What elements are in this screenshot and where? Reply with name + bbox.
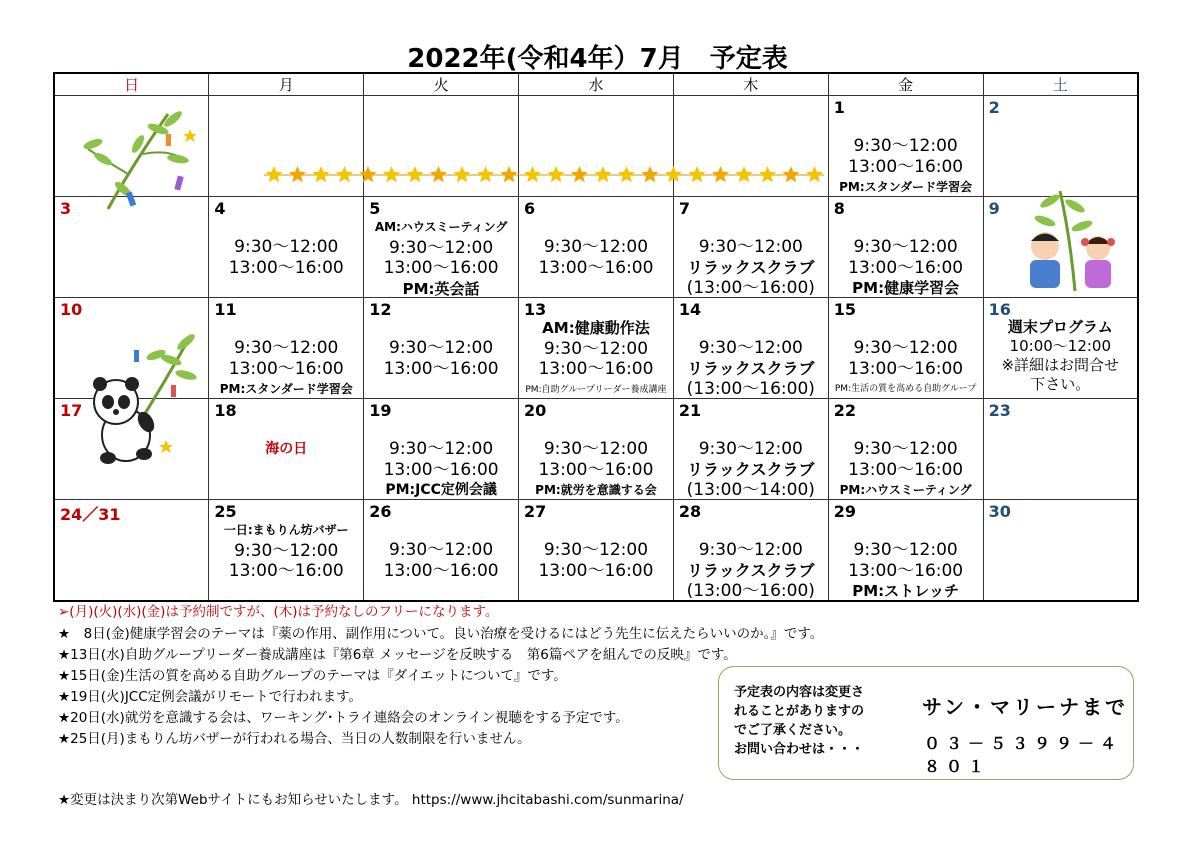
- pm-time: 13:00～16:00: [848, 257, 964, 278]
- day-number: 21: [678, 401, 702, 420]
- day-number: 23: [988, 401, 1011, 420]
- star-icon: [336, 166, 353, 182]
- day-number: 7: [678, 199, 691, 218]
- week-row: [54, 399, 1138, 500]
- event-note: リラックスクラブ: [687, 257, 815, 277]
- week-row: [54, 500, 1138, 602]
- event-note: PM:ストレッチ: [852, 582, 960, 600]
- weekday-thu: 木: [673, 73, 828, 96]
- pm-time: 13:00～16:00: [848, 156, 964, 177]
- weekday-tue: 火: [364, 73, 519, 96]
- day-number: 18: [214, 401, 237, 420]
- am-time: 9:30～12:00: [234, 237, 339, 257]
- weekday-sun: 日: [54, 73, 209, 96]
- day-number: 5: [369, 199, 381, 218]
- day-number: 4: [214, 199, 226, 218]
- star-icon: [618, 166, 635, 182]
- tanabata-bamboo-illustration: [78, 104, 196, 214]
- am-time: 9:30～12:00: [698, 439, 803, 459]
- star-icon: [312, 166, 329, 182]
- star-icon: [641, 166, 658, 182]
- event-time: (13:00～16:00): [686, 581, 815, 601]
- am-time: 9:30～12:00: [543, 439, 649, 459]
- event-note: 週末プログラム: [1007, 318, 1113, 336]
- am-time: 9:30～12:00: [853, 540, 958, 560]
- am-time: 9:30～12:00: [543, 540, 649, 560]
- day-cell-30: [983, 500, 1138, 602]
- pm-time: 13:00～16:00: [848, 358, 964, 379]
- day-number: 27: [524, 502, 547, 521]
- day-cell-29: [828, 500, 983, 602]
- day-cell-19: [364, 399, 519, 500]
- am-time: 9:30～12:00: [853, 338, 958, 358]
- event-note: リラックスクラブ: [687, 358, 815, 378]
- weekday-mon: 月: [209, 73, 364, 96]
- star-icon: [806, 166, 823, 182]
- children-tanabata-illustration: [1000, 186, 1130, 294]
- day-number: 10: [60, 300, 83, 319]
- pm-time: 13:00～16:00: [383, 560, 499, 581]
- pm-time: 13:00～16:00: [228, 257, 344, 278]
- am-time: 9:30～12:00: [853, 136, 958, 156]
- event-time: (13:00～16:00): [686, 278, 815, 298]
- pm-time: 13:00～16:00: [848, 459, 964, 480]
- day-number: 26: [369, 502, 392, 521]
- am-time: 9:30～12:00: [853, 237, 958, 257]
- day-number: 8: [833, 199, 845, 218]
- weekday-header-row: [54, 73, 1138, 96]
- am-time: 9:30～12:00: [389, 540, 494, 560]
- day-cell-8: [828, 197, 983, 298]
- day-cell-20: [519, 399, 674, 500]
- holiday-label: 海の日: [265, 441, 308, 457]
- star-icon: [735, 166, 752, 182]
- weekday-fri: 金: [828, 73, 983, 96]
- day-cell-27: [519, 500, 674, 602]
- day-number: 19: [369, 401, 392, 420]
- star-icon: [265, 166, 282, 182]
- star-icon: [453, 166, 470, 182]
- day-cell-23: [983, 399, 1138, 500]
- star-icon: [289, 166, 306, 182]
- event-note: PM:ハウスミーティング: [839, 483, 972, 497]
- day-cell-14: [673, 298, 828, 399]
- event-note: PM:自助グループリーダー養成講座: [525, 384, 667, 395]
- star-icon: [665, 166, 682, 182]
- day-cell-26: [364, 500, 519, 602]
- day-cell-16: [983, 298, 1138, 399]
- event-time: (13:00～14:00): [686, 480, 815, 500]
- event-note: PM:生活の質を高める自助グループ: [834, 384, 977, 394]
- day-number: 14: [678, 300, 702, 319]
- event-note: PM:スタンダード学習会: [839, 180, 973, 194]
- event-time: (13:00～16:00): [686, 379, 815, 399]
- event-note: リラックスクラブ: [687, 459, 815, 479]
- event-note: PM:就労を意識する会: [535, 483, 657, 497]
- day-number: 25: [214, 502, 237, 521]
- day-cell-11: [209, 298, 364, 399]
- pm-time: 13:00～16:00: [228, 561, 344, 581]
- day-number: 3: [60, 199, 72, 218]
- am-time: 9:30～12:00: [543, 338, 649, 359]
- event-time: 10:00～12:00: [1009, 337, 1112, 355]
- contact-name: サン・マリーナまで: [922, 695, 1128, 719]
- pm-time: 13:00～16:00: [228, 358, 344, 379]
- day-cell-4: [209, 197, 364, 298]
- event-note: リラックスクラブ: [687, 560, 815, 580]
- day-number: 9: [988, 199, 1000, 218]
- am-time: 9:30～12:00: [853, 439, 958, 459]
- day-cell-21: [673, 399, 828, 500]
- star-icon: [359, 166, 376, 182]
- pm-time: 13:00～16:00: [848, 560, 964, 581]
- star-icon: [500, 166, 517, 182]
- star-icon: [547, 166, 564, 182]
- star-icon: [712, 166, 729, 182]
- am-time: 9:30～12:00: [389, 237, 494, 258]
- contact-message-line: でご了承ください。: [734, 723, 852, 738]
- star-icon: [477, 166, 494, 182]
- note-line: ★19日(火)JCC定例会議がリモートで行われます。: [58, 689, 363, 705]
- event-note: 一日:まもりん坊バザー: [223, 523, 349, 537]
- am-time: 9:30～12:00: [543, 237, 649, 257]
- event-note: PM:英会話: [402, 279, 480, 298]
- day-cell-12: [364, 298, 519, 399]
- day-number: 24／31: [60, 505, 121, 524]
- page-title: 2022年(令和4年）7月 予定表: [407, 44, 788, 74]
- note-line: ★ 8日(金)健康学習会のテーマは『薬の作用、副作用について。良い治療を受けるにはどう先生に伝えたらいいのか。』です。: [58, 626, 824, 642]
- week-row: [54, 197, 1138, 298]
- day-number: 20: [524, 401, 547, 420]
- weekday-wed: 水: [519, 73, 674, 96]
- contact-box: [718, 666, 1134, 780]
- note-line: ★13日(水)自助グループリーダー養成講座は『第6章 メッセージを反映する 第6篇ペアを組んでの反映』です。: [58, 647, 737, 663]
- star-icon: [383, 166, 400, 182]
- day-number: 30: [988, 502, 1011, 521]
- day-number: 22: [833, 401, 856, 420]
- day-cell-5: [364, 197, 519, 298]
- contact-message-line: お問い合わせは・・・: [734, 742, 865, 757]
- event-note: PM:JCC定例会議: [385, 482, 497, 498]
- star-icon: [759, 166, 776, 182]
- am-time: 9:30～12:00: [389, 338, 494, 358]
- day-number: 16: [988, 300, 1011, 319]
- day-number: 1: [833, 98, 845, 117]
- day-number: 29: [833, 502, 856, 521]
- event-note: AM:健康動作法: [542, 319, 650, 337]
- day-cell-18: [209, 399, 364, 500]
- event-note: PM:健康学習会: [852, 279, 960, 297]
- pm-time: 13:00～16:00: [538, 257, 654, 278]
- day-cell-7: [673, 197, 828, 298]
- day-cell-6: [519, 197, 674, 298]
- star-icon: [782, 166, 799, 182]
- star-garland-illustration: [264, 163, 824, 187]
- star-icon: [524, 166, 541, 182]
- contact-phone: ０３－５３９９－４８０１: [924, 734, 1123, 776]
- note-line: ★20日(水)就労を意識する会は、ワーキング･トライ連絡会のオンライン視聴をする予定です。: [58, 710, 629, 726]
- day-number: 28: [678, 502, 702, 521]
- am-time: 9:30～12:00: [698, 338, 803, 358]
- day-number: 12: [369, 300, 392, 319]
- day-cell-13: [519, 298, 674, 399]
- event-note: 下さい。: [1030, 375, 1091, 393]
- day-number: 2: [988, 98, 1000, 117]
- star-icon: [406, 166, 423, 182]
- contact-message-line: 予定表の内容は変更さ: [734, 685, 865, 700]
- pm-time: 13:00～16:00: [383, 459, 499, 480]
- am-time: 9:30～12:00: [389, 439, 494, 459]
- star-icon: [688, 166, 705, 182]
- panda-tanabata-illustration: [86, 330, 206, 470]
- am-time: 9:30～12:00: [698, 540, 803, 560]
- am-time: 9:30～12:00: [234, 338, 339, 358]
- reservation-note: ➢(月)(火)(水)(金)は予約制ですが、(木)は予約なしのフリーになります。: [58, 604, 499, 620]
- note-line: ★25日(月)まもりん坊バザーが行われる場合、当日の人数制限を行いません。: [58, 731, 531, 747]
- event-note: PM:スタンダード学習会: [219, 382, 353, 396]
- day-cell-22: [828, 399, 983, 500]
- pm-time: 13:00～16:00: [538, 560, 654, 581]
- star-icon: [594, 166, 611, 182]
- contact-message-line: れることがありますの: [734, 704, 865, 719]
- day-number: 6: [524, 199, 536, 218]
- day-cell-2: [983, 96, 1138, 197]
- day-cell-24-31: [54, 500, 209, 602]
- weekday-sat: 土: [983, 73, 1138, 96]
- calendar-table: [53, 72, 1139, 602]
- day-number: 13: [524, 300, 547, 319]
- event-note: ※詳細はお問合せ: [1001, 356, 1120, 374]
- day-cell-1: [828, 96, 983, 197]
- day-cell-25: [209, 500, 364, 602]
- pm-time: 13:00～16:00: [383, 358, 499, 379]
- am-time: 9:30～12:00: [698, 237, 803, 257]
- day-number: 15: [833, 300, 856, 319]
- am-time: 9:30～12:00: [234, 540, 339, 561]
- note-line: ★15日(金)生活の質を高める自助グループのテーマは『ダイエットについて』です。: [58, 668, 567, 684]
- pm-time: 13:00～16:00: [538, 359, 654, 379]
- website-note: ★変更は決まり次第Webサイトにもお知らせいたします。 https://www.jhcitabashi.com/sunmarina/: [58, 792, 684, 808]
- star-icon: [571, 166, 588, 182]
- pm-time: 13:00～16:00: [538, 459, 654, 480]
- event-note: AM:ハウスミーティング: [374, 220, 508, 234]
- day-cell-15: [828, 298, 983, 399]
- star-icon: [430, 166, 447, 182]
- pm-time: 13:00～16:00: [383, 258, 499, 278]
- contact-message: [734, 683, 864, 759]
- week-row: [54, 298, 1138, 399]
- day-number: 17: [60, 401, 83, 420]
- day-number: 11: [214, 300, 237, 319]
- day-cell-28: [673, 500, 828, 602]
